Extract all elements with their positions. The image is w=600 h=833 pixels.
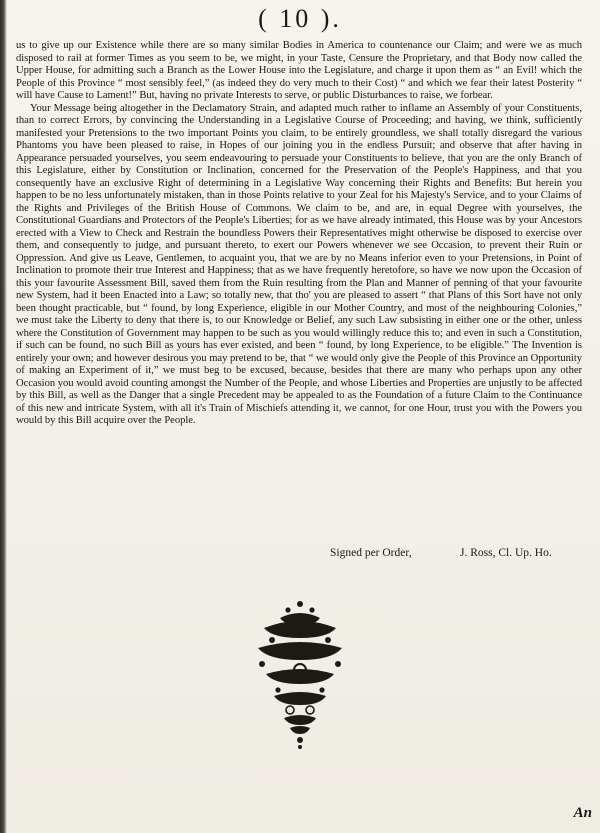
paragraph-message-reply: Your Message being altogether in the Declamatory Strain, and adapted much rather to inflame an Assembly of your Constituents, than to correct Errors, by convincing the Understanding in a Legislative Course of Proceeding; and having, we think, sufficiently manifested your Pretensions to the two important Points you claim, to be entirely groundless, we shall totally disregard the various Phantoms you have been pleased to raise, in Hopes of our joining you in the endless Pursuit; and observe that after having in Appearance persuaded yourselves, you seem endeavouring to persuade your Constituents to believe, that you are the only Branch of this Legislature, either by Constitution or Inclination, concerned for the Preservation of the People's Happiness, and that you consequently have an exclusive Right of determining in a Legislative Way concerning their Rights and Benefits: But herein you happen to be no less unfortunately mistaken, than in those Points relative to your Zeal for his Majesty's Service, and to your Claims of the Rights and Privileges of the British House of Commons. We claim to be, and are, in equal Degree with yourselves, the Constitutional Guardians and Protectors of the People's Liberties; for as we have already intimated, this House was by your Ancestors erected with a View to Check and Restrain the boundless Powers their Representatives might otherwise be disposed to exercise over them, and consequently to judge, and pursuant thereto, to exert our Powers whenever we see Occasion, to prevent their Ruin or Oppression. And give us Leave, Gentlemen, to acquaint you, that we are by no Means inferior even to your Pretensions, in Point of Inclination to promote their true Interest and Happiness; that as we have frequently heretofore, so have we now upon the Occasion of this your favourite Assessment Bill, saved them from the Ruin resulting from the Plan and Manner of penning of that your favourite new System, had it been Enacted into a Law; so totally new, that tho' you are pleased to assert “ that Plans of this Sort have not only been thought practicable, but “ found, by long Experience, eligible in our Mother Country, and most of the neighbouring Colonies,” we must take the Liberty to deny that there is, to our Knowledge or Belief, any such Law subsisting in either one or the other, unless where the Constitution of Government may happen to be such as you would willingly reduce this to; and even in such a Constitution, if such can be found, no such Bill as yours has ever existed, and been “ found, by long Experience, to be eligible.” The Invention is entirely your own; and however desirous you may pretend to be, that “ we would only give the People of this Province an Opportunity of making an Experiment of it,” we must beg to be excused, because, besides that there are many who perhaps upon any other Occasion you would avoid counting amongst the Number of the People, and whose Liberties and Properties are unjustly to be affected by this Bill, as well as the Danger that a single Precedent may be appealed to as the Foundation of a future Claim to the Continuance of this new and intricate System, with all it's Train of Mischiefs attending it, we cannot, for one Hour, trust you with the Powers you would by this Bill acquire over the People. bbox=[16, 102, 582, 426]
paragraph-continuation: us to give up our Existence while there are so many similar Bodies in America to countenance our Claim; and were we as much disposed to rail at former Times as you seem to be, we might, in your Taste, Censure the Proprietary, and that Body now called the Upper House, for admitting such a Branch as the Lower House into the Legislature, and charge it upon them as “ an Evil! which the People of this Province “ most sensibly feel,” (as indeed they do very much to their Cost) “ and which we fear their latest Posterity “ will have Cause to Lament!” But, having no private Interests to serve, or public Disturbances to raise, we forbear. bbox=[16, 40, 582, 101]
body-text bbox=[16, 40, 582, 428]
printers-ornament bbox=[250, 598, 350, 750]
clerk-attestation: J. Ross, Cl. Up. Ho. bbox=[460, 547, 552, 559]
signed-per-order: Signed per Order, bbox=[330, 547, 412, 559]
catchword: An bbox=[573, 805, 592, 821]
scan-edge bbox=[0, 0, 7, 833]
page-number: ( 10 ). bbox=[258, 4, 342, 33]
